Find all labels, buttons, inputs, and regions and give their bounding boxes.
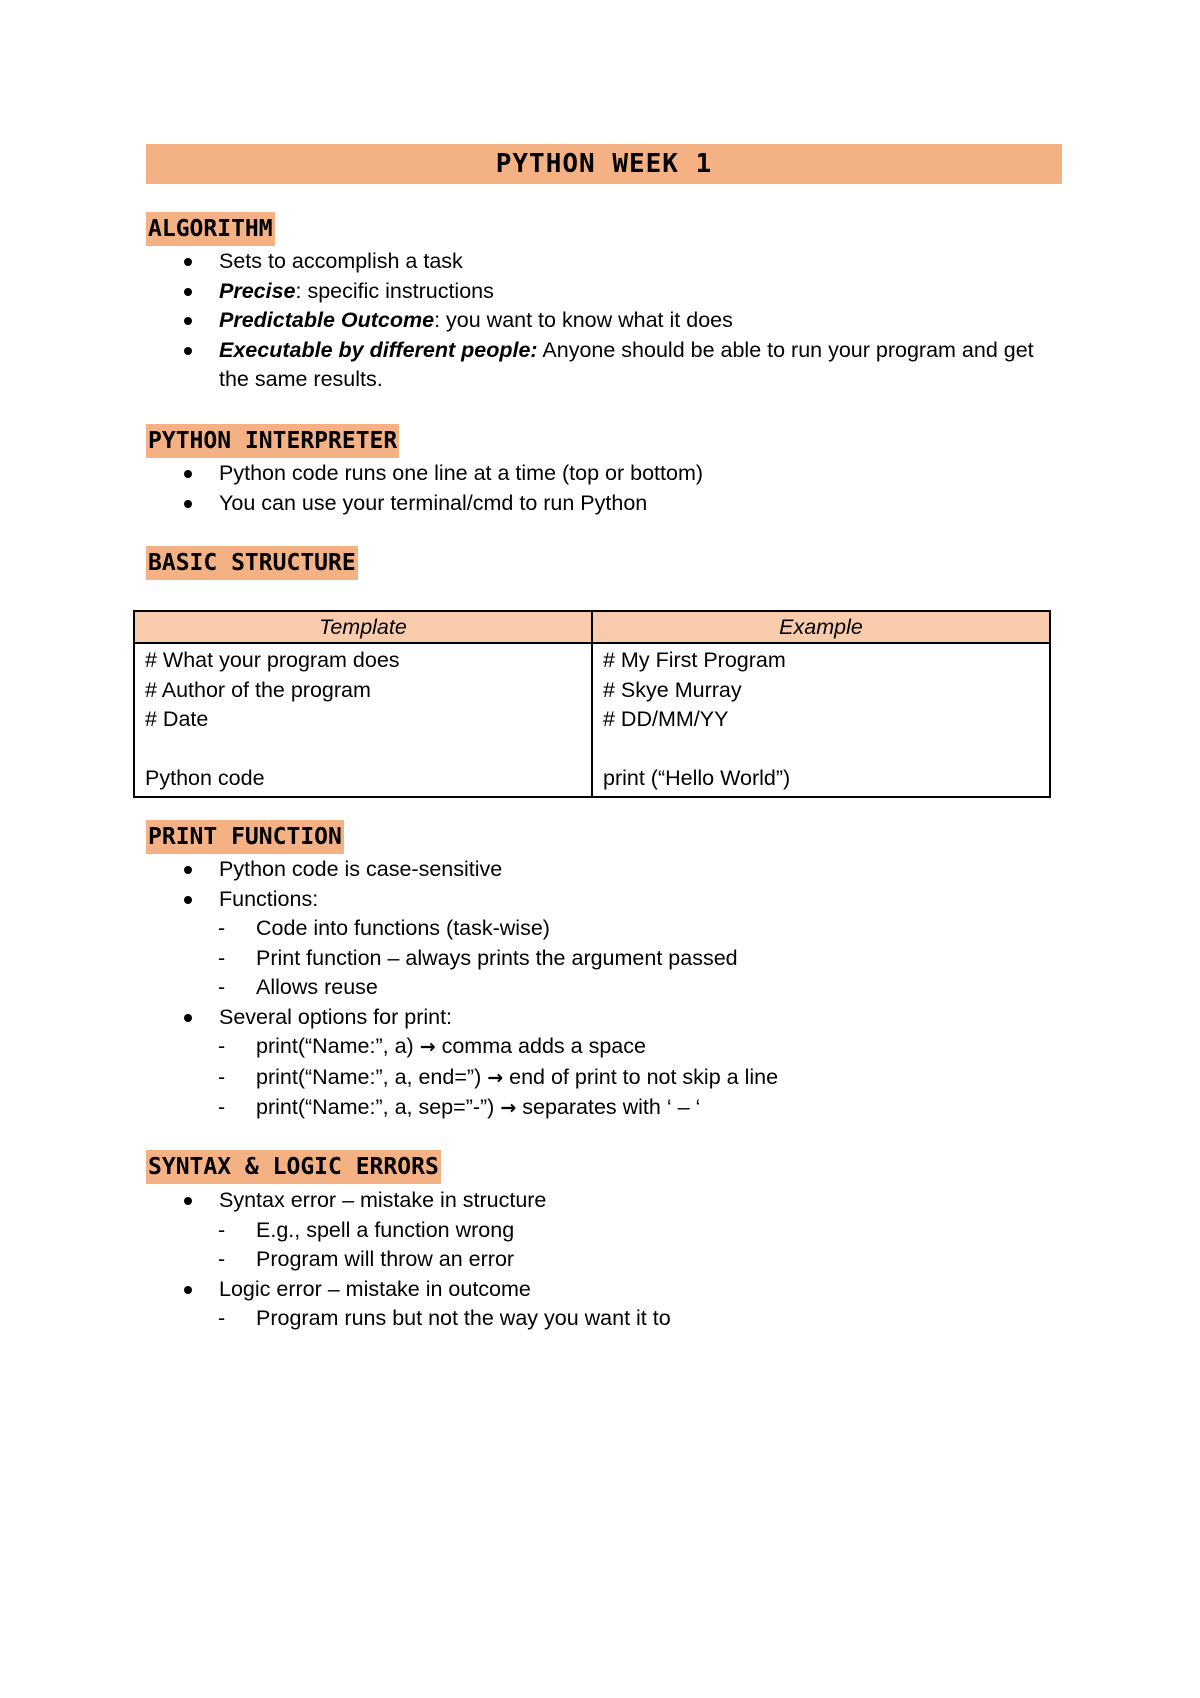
list-item: Python code runs one line at a time (top or bottom) bbox=[146, 459, 1066, 489]
template-line: # Date bbox=[145, 707, 209, 731]
example-line: # Skye Murray bbox=[603, 677, 742, 702]
errors-list bbox=[146, 1186, 1066, 1334]
arrow-right-icon: → bbox=[487, 1066, 504, 1089]
list-item: Functions: bbox=[146, 885, 1066, 915]
template-cell bbox=[134, 643, 592, 797]
structure-table bbox=[133, 610, 1051, 798]
sub-list-item: - Program runs but not the way you want it to bbox=[146, 1304, 1066, 1334]
algorithm-list bbox=[146, 247, 1066, 395]
list-item: You can use your terminal/cmd to run Python bbox=[146, 489, 1066, 519]
sub-list-item: - Print function – always prints the argument passed bbox=[146, 944, 1066, 974]
list-item: Syntax error – mistake in structure bbox=[146, 1186, 1066, 1216]
template-line: # What your program does bbox=[145, 648, 400, 672]
list-item: Logic error – mistake in outcome bbox=[146, 1275, 1066, 1305]
heading-basic-structure: BASIC STRUCTURE bbox=[146, 546, 358, 580]
table-header-template: Template bbox=[134, 611, 592, 643]
example-line: print (“Hello World”) bbox=[603, 766, 791, 790]
example-line bbox=[603, 735, 1039, 765]
page-title: PYTHON WEEK 1 bbox=[495, 149, 713, 179]
sub-list-item: - print(“Name:”, a, end=”) → end of print to not skip a line bbox=[146, 1063, 1066, 1094]
list-item: Python code is case-sensitive bbox=[146, 855, 1066, 885]
heading-print-function: PRINT FUNCTION bbox=[146, 820, 344, 854]
example-line: # My First Program bbox=[603, 648, 786, 672]
list-item: Several options for print: bbox=[146, 1003, 1066, 1033]
sub-list-item: - Program will throw an error bbox=[146, 1245, 1066, 1275]
list-item: Predictable Outcome: you want to know what it does bbox=[146, 306, 1066, 336]
title-banner bbox=[146, 144, 1062, 184]
interpreter-list bbox=[146, 459, 1066, 518]
list-item: Precise: specific instructions bbox=[146, 277, 1066, 307]
list-item: Sets to accomplish a task bbox=[146, 247, 1066, 277]
list-item: Executable by different people: Anyone should be able to run your program and get the same results. bbox=[146, 336, 1066, 395]
heading-algorithm: ALGORITHM bbox=[146, 212, 275, 246]
sub-list-item: - Allows reuse bbox=[146, 973, 1066, 1003]
sub-list-item: - E.g., spell a function wrong bbox=[146, 1216, 1066, 1246]
example-line: # DD/MM/YY bbox=[603, 707, 729, 731]
sub-list-item: - print(“Name:”, a) → comma adds a space bbox=[146, 1032, 1066, 1063]
template-line: Python code bbox=[145, 766, 265, 790]
print-list bbox=[146, 855, 1066, 1124]
table-header-example: Example bbox=[592, 611, 1050, 643]
template-line: # Author of the program bbox=[145, 677, 371, 702]
arrow-right-icon: → bbox=[419, 1036, 436, 1058]
template-line bbox=[145, 735, 581, 765]
arrow-right-icon: → bbox=[500, 1097, 517, 1119]
heading-python-interpreter: PYTHON INTERPRETER bbox=[146, 424, 399, 458]
sub-list-item: - Code into functions (task-wise) bbox=[146, 914, 1066, 944]
table-row bbox=[134, 643, 1050, 797]
heading-syntax-logic-errors: SYNTAX & LOGIC ERRORS bbox=[146, 1150, 441, 1184]
sub-list-item: - print(“Name:”, a, sep=”-”) → separates with ‘ – ‘ bbox=[146, 1093, 1066, 1124]
example-cell bbox=[592, 643, 1050, 797]
